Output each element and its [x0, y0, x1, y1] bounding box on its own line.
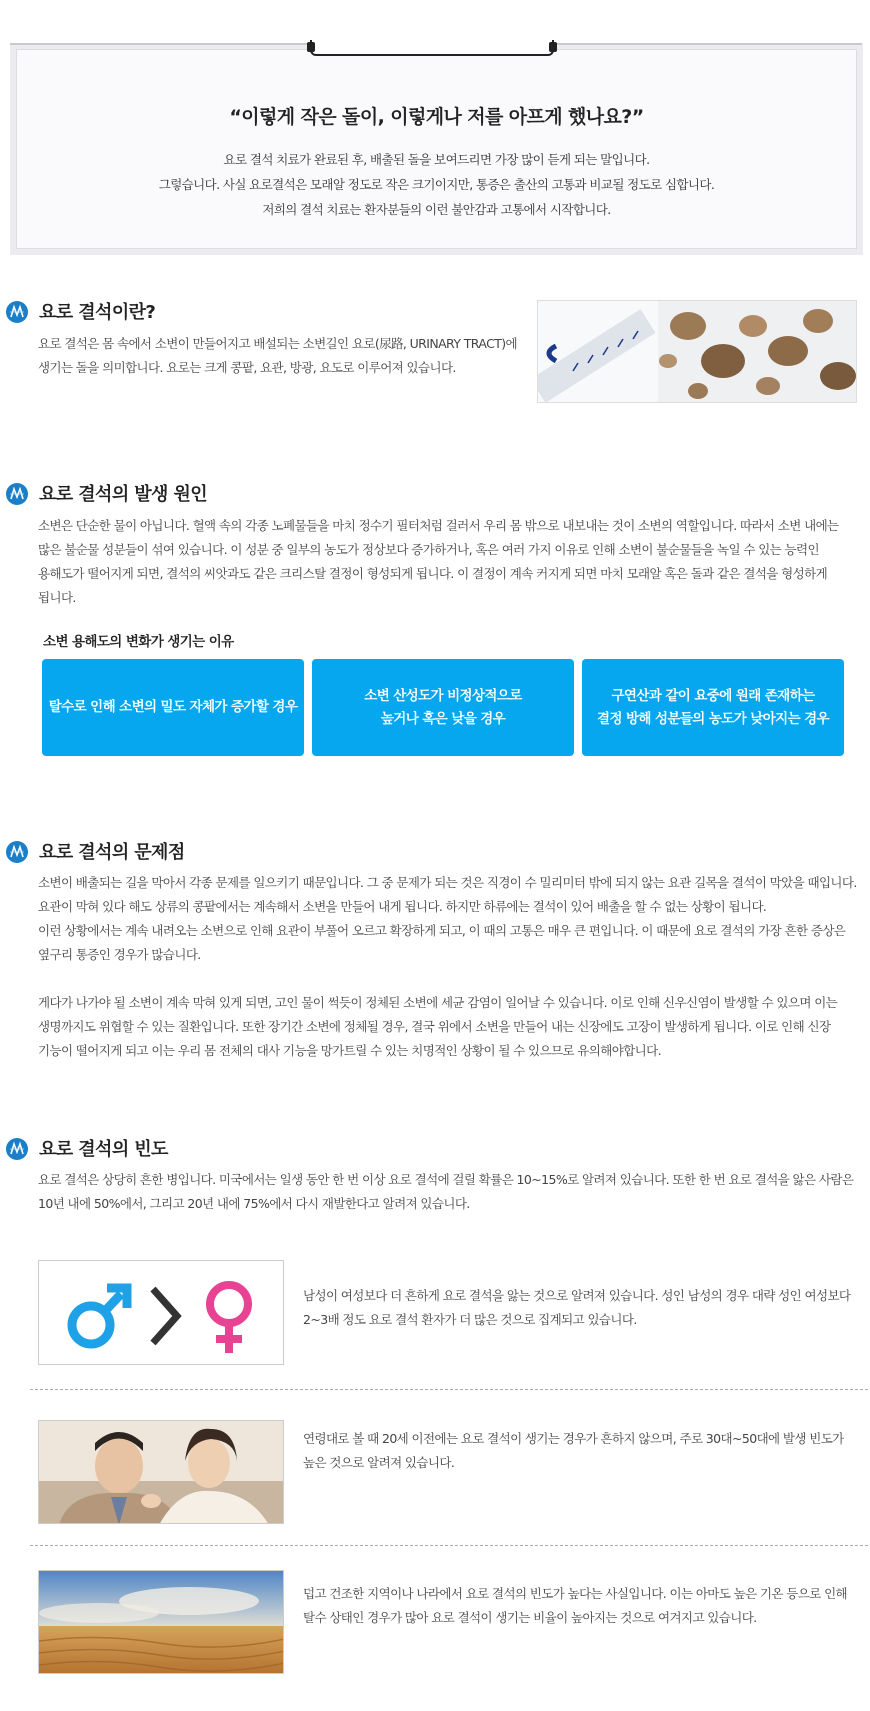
section-body	[38, 332, 517, 380]
body-line: 됩니다.	[38, 590, 76, 605]
reason-box-inhibitor	[582, 659, 844, 756]
section-body	[38, 871, 857, 1063]
section-title: 요로 결석의 문제점	[39, 842, 185, 863]
section-header	[6, 838, 864, 866]
kidney-stones-image	[537, 300, 857, 403]
divider	[30, 1545, 868, 1546]
body-line: 높은 것으로 알려져 있습니다.	[303, 1455, 455, 1470]
reason-box-dehydration	[42, 659, 304, 756]
reason-line: 높거나 혹은 낮을 경우	[380, 710, 506, 727]
age-frequency-text	[303, 1427, 844, 1475]
section-logo-icon	[6, 483, 28, 505]
body-line: 용해도가 떨어지게 되면, 결석의 씨앗과도 같은 크리스탈 결정이 형성되게 됩니다. 이 결정이 계속 커지게 되면 마치 모래알 혹은 돌과 같은 결석을 형성하게	[38, 566, 828, 581]
body-line: 게다가 나가야 될 소변이 계속 막혀 있게 되면, 고인 물이 썩듯이 정체된 소변에 세균 감염이 일어날 수 있습니다. 이로 인해 신우신염이 발생할 수 있으며 이는	[38, 995, 838, 1010]
intro-line: 요로 결석 치료가 완료된 후, 배출된 돌을 보여드리면 가장 많이 듣게 되는 말입니다.	[223, 152, 650, 167]
section-logo-icon	[6, 841, 28, 863]
body-line: 많은 불순물 성분들이 섞여 있습니다. 이 성분 중 일부의 농도가 정상보다 증가하거나, 혹은 여러 가지 이유로 인해 소변이 불순물들을 녹일 수 있는 능력인	[38, 542, 819, 557]
clipboard-clip-icon	[310, 40, 554, 56]
intro-quote: “이렇게 작은 돌이, 이렇게나 저를 아프게 했나요?”	[229, 106, 644, 128]
divider	[30, 1389, 868, 1390]
body-line: 덥고 건조한 지역이나 나라에서 요로 결석의 빈도가 높다는 사실입니다. 이는 아마도 높은 기온 등으로 인해	[303, 1586, 848, 1601]
body-line: 생기는 돌을 의미합니다. 요로는 크게 콩팥, 요관, 방광, 요도로 이루어져 있습니다.	[38, 360, 456, 375]
climate-frequency-text	[303, 1582, 847, 1630]
section-frequency	[6, 1135, 864, 1211]
gender-frequency-text	[303, 1284, 850, 1332]
section-body	[38, 514, 839, 610]
desert-photo	[38, 1570, 284, 1674]
section-logo-icon	[6, 1138, 28, 1160]
section-header	[6, 480, 864, 508]
intro-quote-box	[10, 43, 863, 255]
body-line: 기능이 떨어지게 되고 이는 우리 몸 전체의 대사 기능을 망가트릴 수 있는 치명적인 상황이 될 수 있으므로 유의해야합니다.	[38, 1043, 661, 1058]
body-line: 생명까지도 위협할 수 있는 질환입니다. 또한 장기간 소변에 정체될 경우, 결국 위에서 소변을 만들어 내는 신장에도 고장이 발생하게 됩니다. 이로 인해 신장	[38, 1019, 831, 1034]
intro-quote-panel	[16, 49, 857, 249]
section-title: 요로 결석의 발생 원인	[39, 484, 208, 505]
body-line: 2~3배 정도 요로 결석 환자가 더 많은 것으로 집계되고 있습니다.	[303, 1312, 637, 1327]
intro-text	[17, 147, 856, 222]
section-problem	[6, 838, 864, 1058]
male-greater-than-female-icon	[38, 1260, 284, 1365]
reason-line: 탈수로 인해 소변의 밀도 자체가 증가할 경우	[48, 699, 298, 715]
body-line: 요관이 막혀 있다 해도 상류의 콩팥에서는 계속해서 소변을 만들어 내게 됩니다. 하지만 하류에는 결석이 있어 배출을 할 수 없는 상황이 됩니다.	[38, 899, 767, 914]
couple-photo	[38, 1420, 284, 1524]
reason-line: 결정 방해 성분들의 농도가 낮아지는 경우	[597, 710, 829, 727]
body-line: 탈수 상태인 경우가 많아 요로 결석이 생기는 비율이 높아지는 것으로 여겨지고 있습니다.	[303, 1610, 757, 1625]
body-line: 소변이 배출되는 길을 막아서 각종 문제를 일으키기 때문입니다. 그 중 문제가 되는 것은 직경이 수 밀리미터 밖에 되지 않는 요관 길목을 결석이 막았을 때입니다.	[38, 875, 857, 890]
body-line: 이런 상황에서는 계속 내려오는 소변으로 인해 요관이 부풀어 오르고 확장하게 되고, 이 때의 고통은 매우 큰 편입니다. 이 때문에 요로 결석의 가장 흔한 증상은	[38, 923, 846, 938]
reason-line: 구연산과 같이 요중에 원래 존재하는	[611, 687, 815, 704]
intro-line: 저희의 결석 치료는 환자분들의 이런 불안감과 고통에서 시작합니다.	[262, 202, 611, 217]
body-line: 연령대로 볼 때 20세 이전에는 요로 결석이 생기는 경우가 흔하지 않으며, 주로 30대~50대에 발생 빈도가	[303, 1431, 844, 1446]
body-line: 요로 결석은 상당히 흔한 병입니다. 미국에서는 일생 동안 한 번 이상 요로 결석에 걸릴 확률은 10~15%로 알려져 있습니다. 또한 한 번 요로 결석을 앓은 사람은	[38, 1172, 854, 1187]
body-line: 10년 내에 50%에서, 그리고 20년 내에 75%에서 다시 재발한다고 알려져 있습니다.	[38, 1196, 470, 1211]
reason-line: 소변 산성도가 비정상적으로	[364, 687, 522, 704]
body-line: 요로 결석은 몸 속에서 소변이 만들어지고 배설되는 소변길인 요로(尿路, URINARY TRACT)에	[38, 336, 518, 351]
section-title: 요로 결석의 빈도	[39, 1139, 168, 1160]
reason-box-acidity	[312, 659, 574, 756]
section-cause	[6, 480, 864, 605]
section-title: 요로 결석이란?	[39, 302, 156, 323]
body-line: 소변은 단순한 물이 아닙니다. 혈액 속의 각종 노폐물들을 마치 정수기 필터처럼 걸러서 우리 몸 밖으로 내보내는 것이 소변의 역할입니다. 따라서 소변 내에는	[38, 518, 839, 533]
body-line: 옆구리 통증인 경우가 많습니다.	[38, 947, 201, 962]
section-body	[38, 1168, 853, 1216]
body-line: 남성이 여성보다 더 흔하게 요로 결석을 앓는 것으로 알려져 있습니다. 성인 남성의 경우 대략 성인 여성보다	[303, 1288, 851, 1303]
intro-line: 그렇습니다. 사실 요로결석은 모래알 정도로 작은 크기이지만, 통증은 출산의 고통과 비교될 정도로 심합니다.	[158, 177, 715, 192]
solubility-subheading: 소변 용해도의 변화가 생기는 이유	[43, 634, 234, 650]
section-header	[6, 1135, 864, 1163]
section-logo-icon	[6, 301, 28, 323]
